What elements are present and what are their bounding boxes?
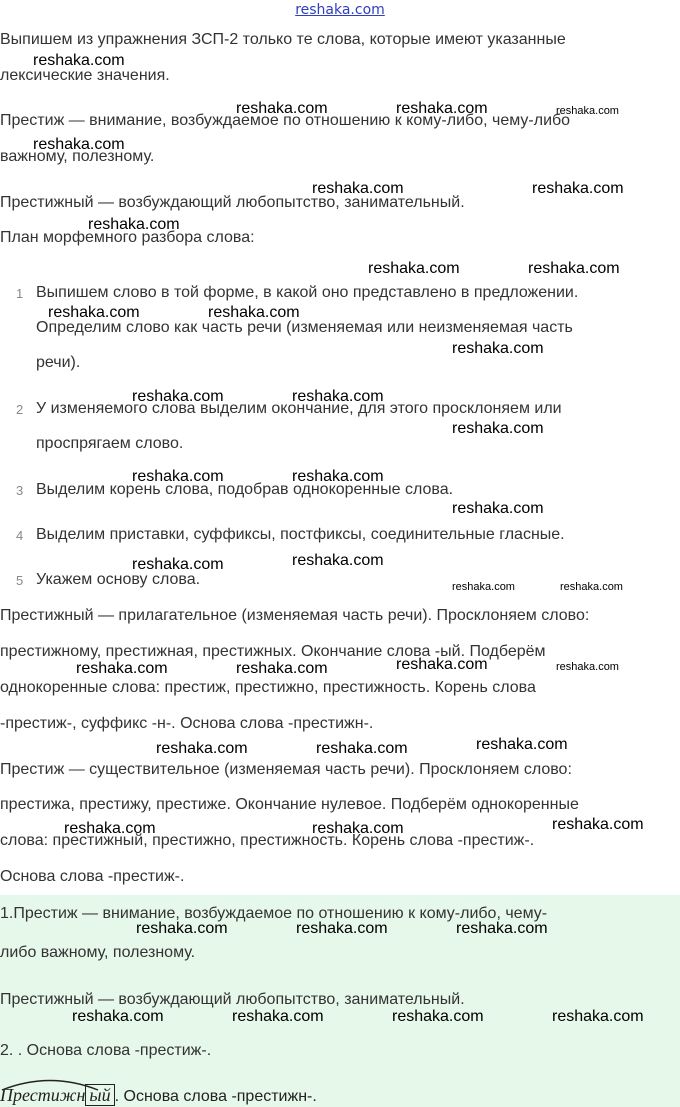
watermark: reshaka.com — [552, 816, 644, 833]
watermark: reshaka.com — [532, 180, 624, 197]
watermark: reshaka.com — [232, 1008, 324, 1025]
list-item-number: 2 — [16, 402, 24, 417]
watermark: reshaka.com — [452, 581, 515, 593]
watermark: reshaka.com — [476, 736, 568, 753]
definition-prestige: Престиж — внимание, возбуждаемое по отношению к кому-либо, чему-либо — [0, 112, 571, 129]
analysis-adjective: Престижный — прилагательное (изменяемая часть речи). Просклоняем слово: — [0, 607, 590, 624]
intro-line: лексические значения. — [0, 67, 170, 84]
watermark: reshaka.com — [392, 1008, 484, 1025]
list-item-number: 4 — [16, 528, 24, 543]
watermark: reshaka.com — [136, 920, 228, 937]
watermark: reshaka.com — [396, 656, 488, 673]
watermark: reshaka.com — [88, 216, 180, 233]
definition-prestigious: Престижный — возбуждающий любопытство, занимательный. — [0, 194, 465, 211]
definition-prestige: важному, полезному. — [0, 148, 155, 165]
watermark: reshaka.com — [556, 105, 619, 117]
watermark: reshaka.com — [316, 740, 408, 757]
list-item: У изменяемого слова выделим окончание, для этого просклоняем или — [36, 400, 562, 417]
morpheme-ending: ый — [85, 1084, 114, 1106]
answer-line: 2. . Основа слова -престиж-. — [0, 1042, 212, 1059]
analysis-adjective: -престиж-, суффикс -н-. Основа слова -престижн-. — [0, 715, 374, 732]
analysis-noun: престижа, престижу, престиже. Окончание нулевое. Подберём однокоренные — [0, 796, 579, 813]
watermark: reshaka.com — [76, 660, 168, 677]
plan-title: План морфемного разбора слова: — [0, 229, 255, 246]
watermark: reshaka.com — [156, 740, 248, 757]
site-link[interactable]: reshaka.com — [295, 2, 385, 18]
analysis-adjective: однокоренные слова: престиж, престижно, престижность. Корень слова — [0, 679, 536, 696]
list-item: Выпишем слово в той форме, в какой оно представлено в предложении. — [36, 284, 579, 301]
watermark: reshaka.com — [396, 100, 488, 117]
watermark: reshaka.com — [312, 180, 404, 197]
analysis-noun: слова: престижный, престижно, престижность. Корень слова -престиж-. — [0, 832, 535, 849]
watermark: reshaka.com — [452, 500, 544, 517]
watermark: reshaka.com — [236, 660, 328, 677]
list-item: Определим слово как часть речи (изменяемая или неизменяемая часть — [36, 319, 573, 336]
answer-line: либо важному, полезному. — [0, 944, 196, 961]
list-item: Выделим приставки, суффиксы, постфиксы, соединительные гласные. — [36, 526, 565, 543]
watermark: reshaka.com — [528, 260, 620, 277]
watermark: reshaka.com — [236, 100, 328, 117]
list-item: Выделим корень слова, подобрав однокоренные слова. — [36, 481, 454, 498]
watermark: reshaka.com — [292, 468, 384, 485]
watermark: reshaka.com — [292, 552, 384, 569]
watermark: reshaka.com — [552, 1008, 644, 1025]
analysis-adjective: престижному, престижная, престижных. Окончание слова -ый. Подберём — [0, 643, 546, 660]
watermark: reshaka.com — [48, 304, 140, 321]
watermark: reshaka.com — [208, 304, 300, 321]
watermark: reshaka.com — [33, 136, 125, 153]
intro-line: Выпишем из упражнения ЗСП-2 только те слова, которые имеют указанные — [0, 31, 566, 48]
analysis-noun: Престиж — существительное (изменяемая часть речи). Просклоняем слово: — [0, 761, 572, 778]
answer-line: Престижный — возбуждающий любопытство, занимательный. — [0, 991, 465, 1008]
watermark: reshaka.com — [132, 388, 224, 405]
watermark: reshaka.com — [560, 581, 623, 593]
watermark: reshaka.com — [33, 52, 125, 69]
watermark: reshaka.com — [296, 920, 388, 937]
list-item: речи). — [36, 354, 81, 371]
morpheme-analysis — [0, 1085, 317, 1106]
watermark: reshaka.com — [312, 820, 404, 837]
list-item: Укажем основу слова. — [36, 571, 201, 588]
watermark: reshaka.com — [292, 388, 384, 405]
list-item-number: 3 — [16, 483, 24, 498]
watermark: reshaka.com — [556, 661, 619, 673]
morpheme-stem: Престижн — [0, 1085, 86, 1105]
list-item-number: 5 — [16, 573, 24, 588]
watermark: reshaka.com — [72, 1008, 164, 1025]
watermark: reshaka.com — [64, 820, 156, 837]
watermark: reshaka.com — [132, 556, 224, 573]
watermark: reshaka.com — [452, 420, 544, 437]
list-item: проспрягаем слово. — [36, 435, 184, 452]
watermark: reshaka.com — [132, 468, 224, 485]
watermark: reshaka.com — [452, 340, 544, 357]
analysis-noun: Основа слова -престиж-. — [0, 868, 185, 885]
answer-line: 1.Престиж — внимание, возбуждаемое по отношению к кому-либо, чему- — [0, 905, 548, 922]
watermark: reshaka.com — [456, 920, 548, 937]
morpheme-caption: . Основа слова -престижн-. — [114, 1088, 317, 1105]
list-item-number: 1 — [16, 286, 24, 301]
watermark: reshaka.com — [368, 260, 460, 277]
